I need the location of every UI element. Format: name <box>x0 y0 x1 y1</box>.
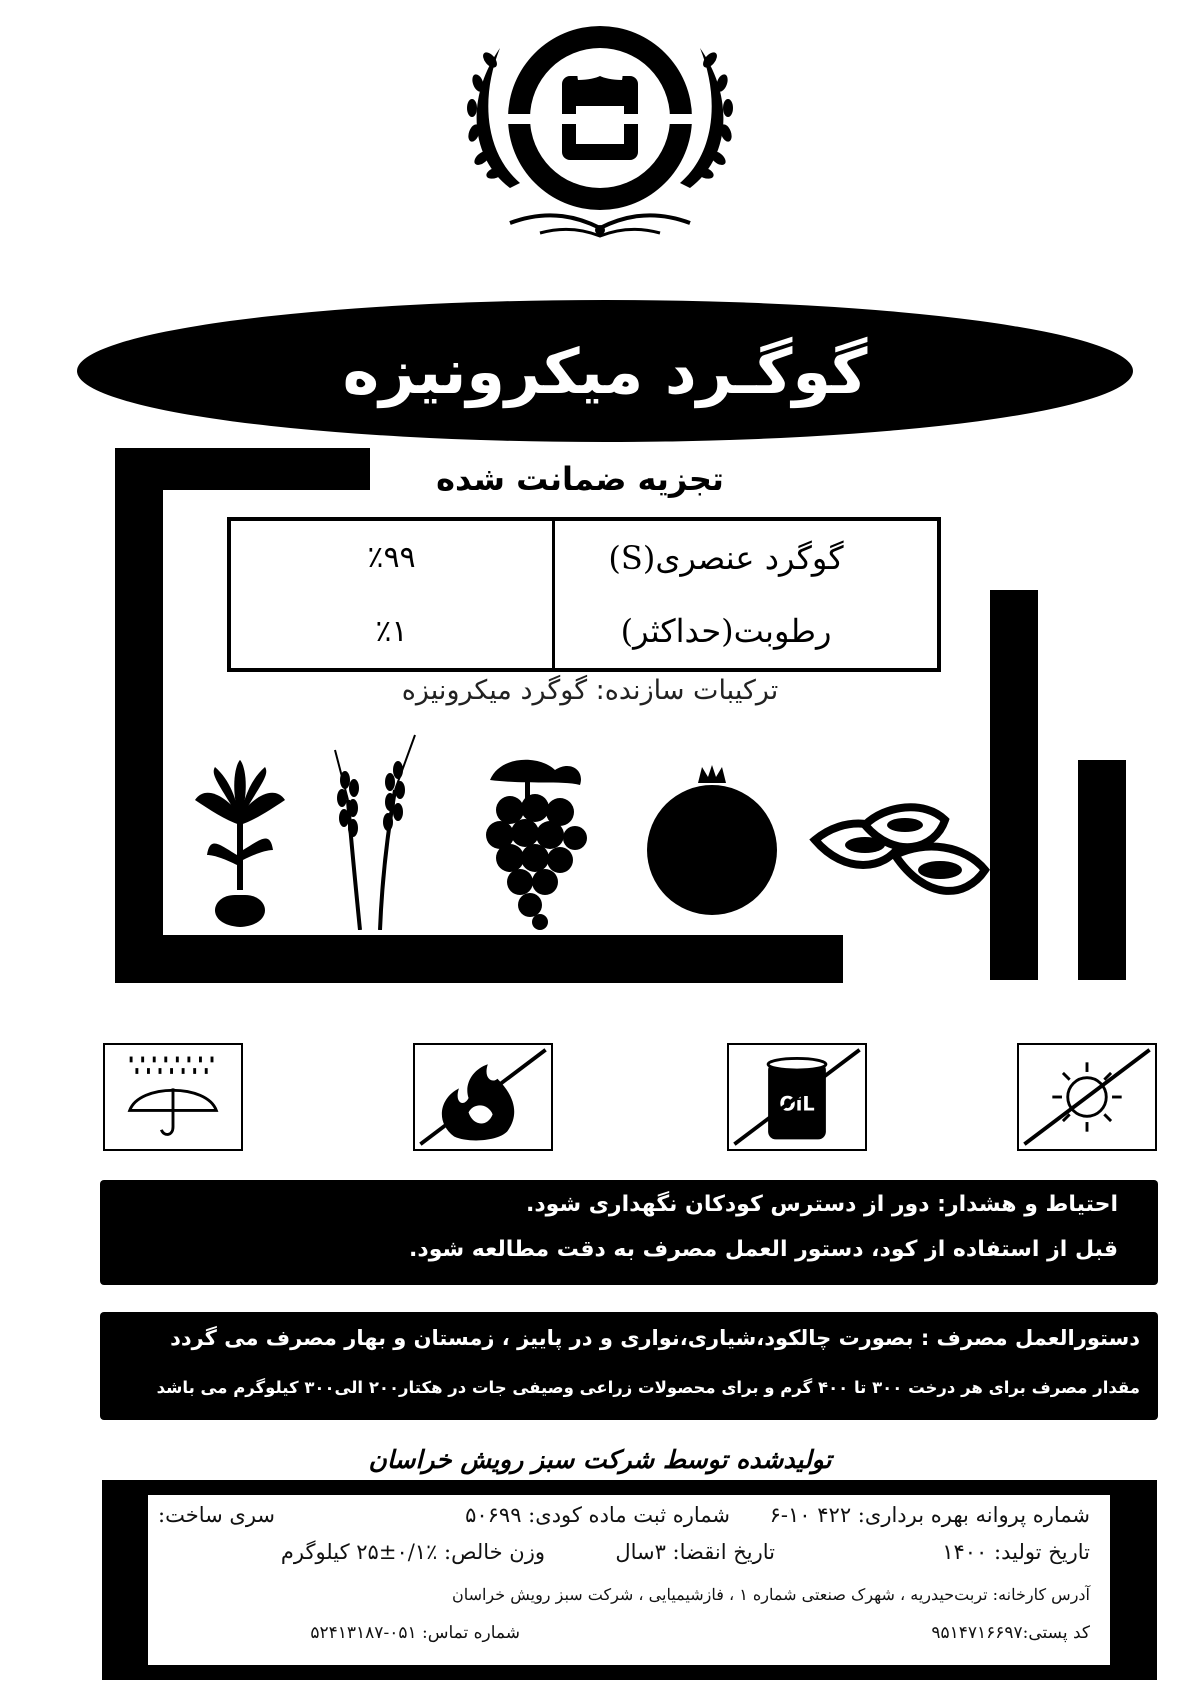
analysis-heading: تجزیه ضمانت شده <box>436 460 724 498</box>
frame-bar-left <box>115 448 163 983</box>
postal-code: کد پستی:۹۵۱۴۷۱۶۶۹۷ <box>931 1623 1090 1643</box>
usage-box <box>100 1312 1158 1420</box>
warning-line-2: قبل از استفاده از کود، دستور العمل مصرف به دقت مطالعه شود. <box>409 1237 1118 1262</box>
company-logo-icon <box>450 18 750 248</box>
pomegranate-icon <box>640 765 785 915</box>
phone-number: شماره تماس: ۰۵۱-۵۲۴۱۳۱۸۷ <box>310 1623 520 1643</box>
keep-dry-umbrella-icon <box>103 1043 243 1151</box>
analysis-name: رطوبت(حداکثر) <box>552 595 937 669</box>
analysis-value: ٪۱ <box>375 613 408 649</box>
production-date: تاریخ تولید: ۱۴۰۰ <box>942 1540 1090 1564</box>
no-fire-icon <box>413 1043 553 1151</box>
info-box-inner <box>148 1495 1110 1665</box>
grape-icon <box>470 750 600 930</box>
frame-bar-right-tall <box>990 590 1038 980</box>
serial-number: سری ساخت: <box>158 1503 275 1527</box>
frame-bar-bottom <box>115 935 843 983</box>
wheat-icon <box>320 730 430 930</box>
no-oil-icon <box>727 1043 867 1151</box>
pistachio-icon <box>805 800 990 910</box>
frame-bar-right-short <box>1078 760 1126 980</box>
expiry-date: تاریخ انقضا: ۳سال <box>615 1540 775 1564</box>
no-sunlight-icon <box>1017 1043 1157 1151</box>
composition-text: ترکیبات سازنده: گوگرد میکرونیزه <box>401 675 779 706</box>
analysis-table <box>227 517 941 672</box>
factory-address: آدرس کارخانه: تربت‌حیدریه ، شهرک صنعتی شماره ۱ ، فازشیمیایی ، شرکت سبز رویش خراسان <box>451 1585 1090 1604</box>
net-weight: وزن خالص: ٪۰/۱±۲۵ کیلوگرم <box>280 1540 545 1564</box>
analysis-name: گوگرد عنصری(S) <box>552 521 937 595</box>
license-number: شماره پروانه بهره برداری: ۴۲۲ ۱۰-۶ <box>769 1503 1090 1527</box>
registration-number: شماره ثبت ماده کودی: ۵۰۶۹۹ <box>465 1503 730 1527</box>
oil-label: OiL <box>779 1092 815 1116</box>
producer-text: تولیدشده توسط شرکت سبز رویش خراسان <box>368 1445 832 1474</box>
warning-line-1: احتیاط و هشدار: دور از دسترس کودکان نگهداری شود. <box>526 1192 1118 1217</box>
saffron-icon <box>185 755 295 930</box>
product-title-banner <box>77 300 1133 442</box>
usage-line-2: مقدار مصرف برای هر درخت ۳۰۰ تا ۴۰۰ گرم و برای محصولات زراعی وصیفی جات در هکتار۲۰۰ الی۳۰۰ کیلوگرم می باشد <box>156 1378 1140 1397</box>
analysis-row <box>231 521 937 595</box>
usage-line-1: دستورالعمل مصرف : بصورت چالکود،شیاری،نواری و در پاییز ، زمستان و بهار مصرف می گردد <box>170 1326 1140 1350</box>
analysis-value: ٪۹۹ <box>367 540 416 576</box>
product-title: گوگـرد میکرونیزه <box>342 334 868 408</box>
warning-box <box>100 1180 1158 1285</box>
analysis-row <box>231 595 937 669</box>
